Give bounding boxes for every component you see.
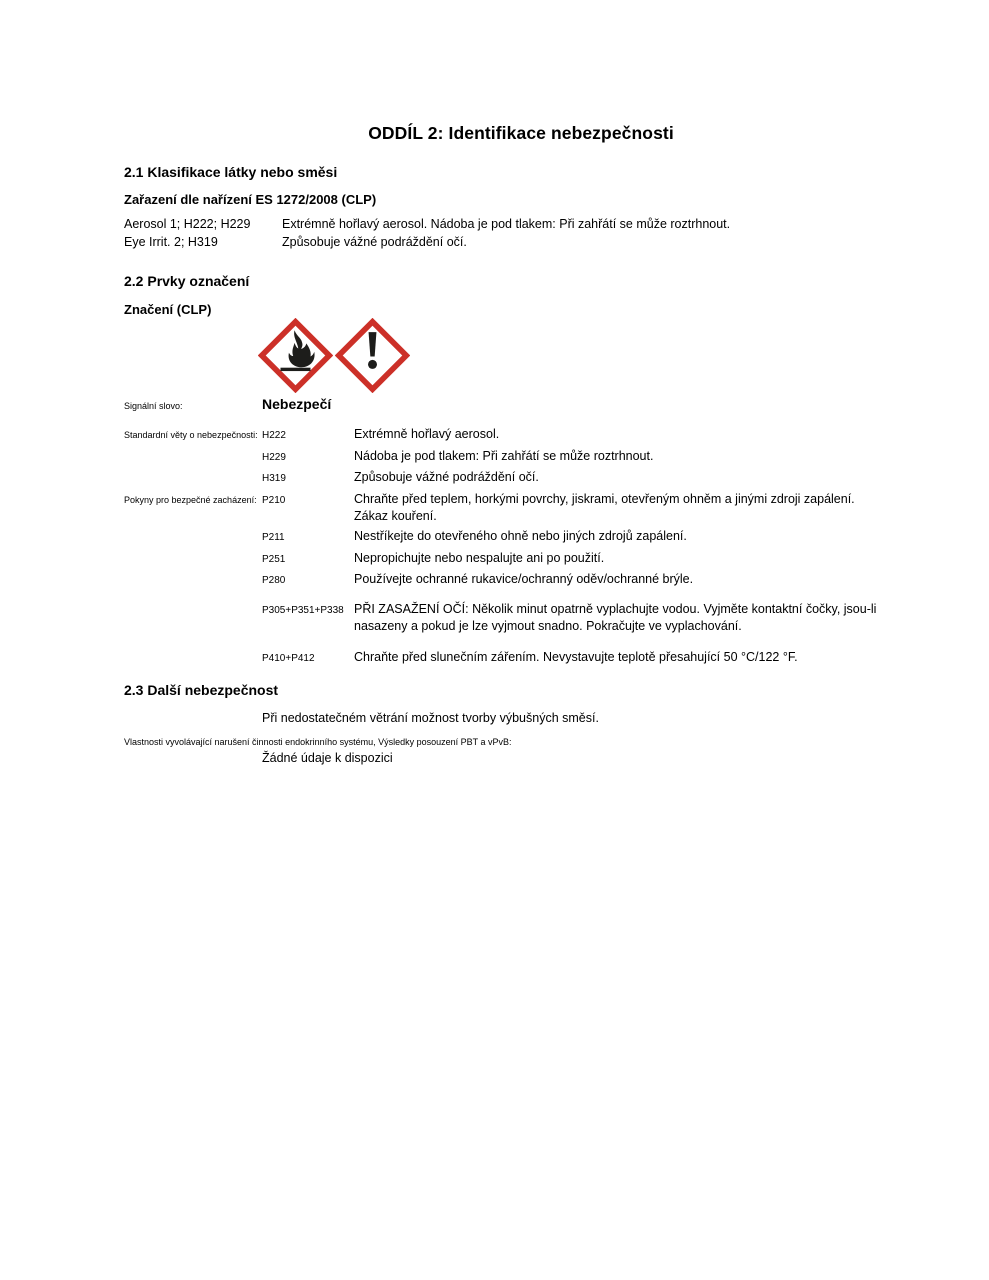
hazard-code: H222	[262, 430, 286, 441]
precautionary-code: P251	[262, 553, 286, 565]
hazard-statements	[124, 426, 918, 667]
sds-content	[124, 0, 918, 767]
hazard-statements-label: Standardní věty o nebezpečnosti:	[124, 430, 258, 440]
classification-text: Extrémně hořlavý aerosol. Nádoba je pod tlakem: Při zahřátí se může roztrhnout.	[282, 217, 731, 231]
precautionary-text: Používejte ochranné rukavice/ochranný oděv/ochranné brýle.	[354, 572, 694, 586]
ghs07-exclamation-icon	[335, 318, 410, 393]
precautionary-code: P410+P412	[262, 653, 315, 664]
other-hazards-text: Při nedostatečném větrání možnost tvorby výbušných směsí.	[262, 711, 599, 725]
signal-word-value: Nebezpečí	[262, 396, 332, 412]
hazard-statement-row	[124, 426, 918, 444]
precautionary-text: Nestříkejte do otevřeného ohně nebo jiných zdrojů zapálení.	[354, 529, 687, 543]
classification-text: Způsobuje vážné podráždění očí.	[282, 234, 467, 249]
page-title: ODDÍL 2: Identifikace nebezpečnosti	[368, 123, 674, 143]
heading-2-3: 2.3 Další nebezpečnost	[124, 682, 279, 698]
section-2-1	[124, 164, 918, 251]
subheading-clp-classification: Zařazení dle nařízení ES 1272/2008 (CLP)	[124, 192, 377, 207]
precautionary-code: P280	[262, 575, 286, 586]
precautionary-text: Nepropichujte nebo nespalujte ani po použití.	[354, 550, 605, 565]
classification-category: Aerosol 1; H222; H229	[124, 217, 251, 231]
precautionary-text: PŘI ZASAŽENÍ OČÍ: Několik minut opatrně vyplachujte vodou. Vyjměte kontaktní čočky, jsou-li nasazeny a pokud je lze vyjmout snadno. Pokračujte ve vyplachování.	[354, 602, 877, 633]
precautionary-statement-row	[124, 571, 918, 589]
precautionary-text: Chraňte před teplem, horkými povrchy, jiskrami, otevřeným ohněm a jinými zdroji zapálení. Zákaz kouření.	[354, 491, 855, 523]
precautionary-text: Chraňte před slunečním zářením. Nevystavujte teplotě přesahující 50 °C/122 °F.	[354, 650, 798, 664]
hazard-text: Způsobuje vážné podráždění očí.	[354, 470, 539, 484]
subheading-clp-labelling: Značení (CLP)	[124, 302, 212, 317]
section-2-2	[124, 273, 918, 667]
classification-category: Eye Irrit. 2; H319	[124, 234, 218, 249]
precautionary-statements-label: Pokyny pro bezpečné zacházení:	[124, 494, 257, 505]
precautionary-statement-row	[124, 649, 918, 667]
section-2-3	[124, 682, 918, 767]
hazard-code: H319	[262, 473, 286, 484]
classification-row	[124, 234, 918, 252]
no-data-text: Žádné údaje k dispozici	[262, 751, 393, 765]
hazard-code: H229	[262, 451, 286, 463]
classification-table	[124, 216, 918, 251]
hazard-text: Nádoba je pod tlakem: Při zahřátí se může roztrhnout.	[354, 448, 654, 463]
precautionary-code: P305+P351+P338	[262, 605, 344, 616]
signal-word-label: Signální slovo:	[124, 401, 183, 411]
heading-2-1: 2.1 Klasifikace látky nebo směsi	[124, 164, 338, 180]
ghs02-flame-icon	[258, 318, 333, 393]
precautionary-statement-row	[124, 491, 918, 525]
precautionary-code: P210	[262, 494, 286, 506]
precautionary-statement-row	[124, 550, 918, 568]
precautionary-statement-row	[124, 528, 918, 546]
classification-row	[124, 216, 918, 234]
precautionary-code: P211	[262, 532, 285, 543]
precautionary-statement-row	[124, 601, 918, 635]
hazard-statement-row	[124, 469, 918, 487]
ghs-pictograms	[258, 318, 918, 393]
endocrine-pbt-label: Vlastnosti vyvolávající narušení činnosti endokrinního systému, Výsledky posouzení PBT a vPvB:	[124, 737, 512, 747]
signal-word-row	[124, 396, 918, 412]
heading-2-2: 2.2 Prvky označení	[124, 273, 250, 289]
hazard-text: Extrémně hořlavý aerosol.	[354, 427, 500, 441]
hazard-statement-row	[124, 448, 918, 466]
